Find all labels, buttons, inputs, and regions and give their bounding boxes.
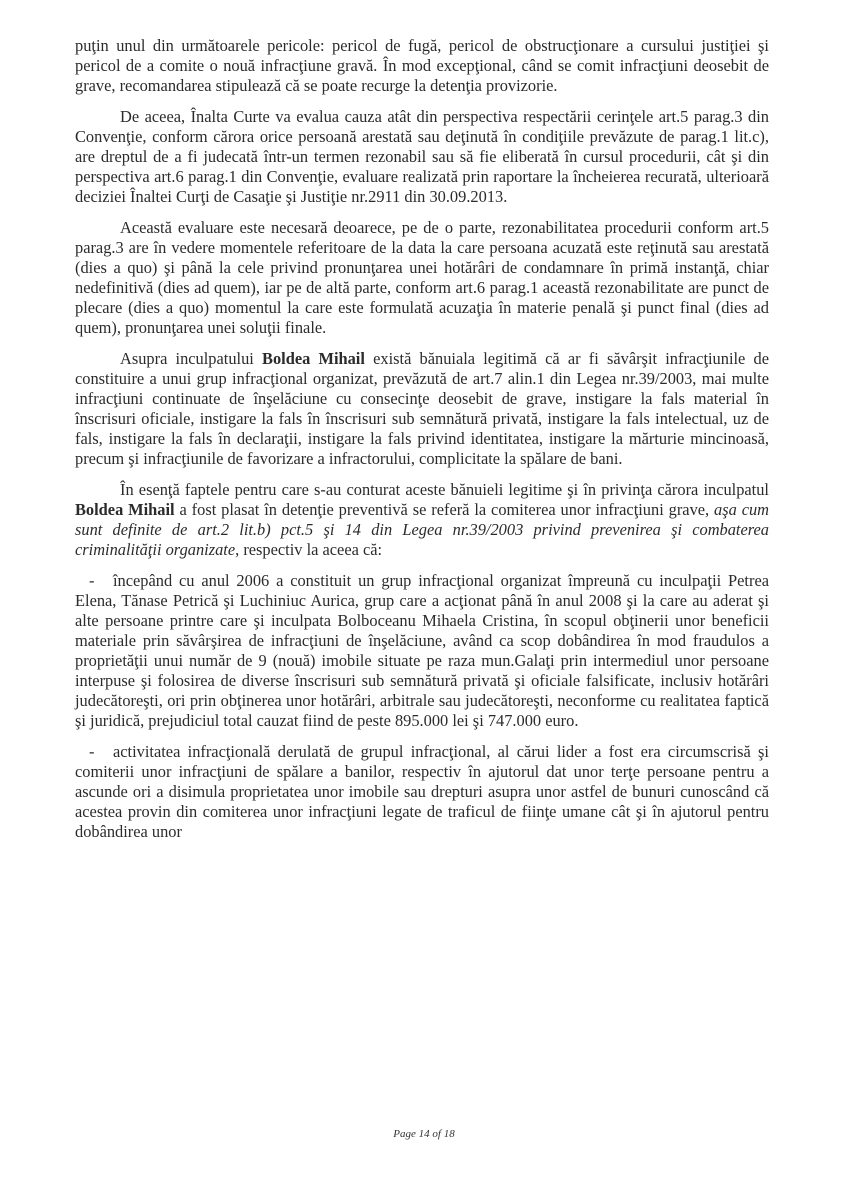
paragraph-5 — [75, 480, 769, 560]
paragraph-4 — [75, 349, 769, 469]
facts-list — [75, 571, 769, 842]
list-dash: - — [89, 742, 95, 761]
document-page — [75, 36, 769, 1200]
list-dash: - — [89, 571, 95, 590]
paragraph-1 — [75, 36, 769, 96]
page-number: Page 14 of 18 — [393, 1128, 455, 1140]
paragraph-2 — [75, 107, 769, 207]
paragraph-2-text: De aceea, Înalta Curte va evalua cauza atât din perspectiva respectării cerinţele art.5 parag.3 din Convenţie, conform cărora orice persoană arestată sau deţinută în condiţiile prevăzute de parag.1 lit.c), are dreptul de a fi judecată într-un termen rezonabil sau să fie eliberată în cursul procedurii, cât şi din perspectiva art.6 parag.1 din Convenţie, evaluare realizată prin raportare la încheierea recurată, ulterioară deciziei Înaltei Curţi de Casaţie şi Justiţie nr.2911 din 30.09.2013. — [75, 107, 769, 206]
paragraph-4-after: există bănuiala legitimă că ar fi săvârşit infracţiunile de constituire a unui grup infracţional organizat, prevăzută de art.7 alin.1 din Legea nr.39/2003, mai multe infracţiuni continuate de înşelăciune cu consecinţe deosebit de grave, instigare la fals material în înscrisuri oficiale, instigare la fals în înscrisuri sub semnătură privată, instigare la fals intelectual, uz de fals, instigare la fals în declaraţii, instigare la fals privind identitatea, instigare la mărturie mincinoasă, precum şi infracţiunile de favorizare a infractorului, complicitate la spălare de bani. — [75, 349, 769, 468]
list-item-text: activitatea infracţională derulată de grupul infracţional, al cărui lider a fost era circumscrisă şi comiterii unor infracţiuni de spălare a banilor, respectiv în ajutorul dat unor terţe persoane pentru a ascunde ori a disimula proprietatea unor imobile sau drepturi asupra unor astfel de bunuri cunoscând că acestea provin din comiterea unor infracţiuni legate de traficul de fiinţe umane cât şi în ajutorul pentru dobândirea unor — [75, 742, 769, 841]
paragraph-5-before: În esenţă faptele pentru care s-au conturat aceste bănuieli legitime şi în privinţa cărora inculpatul — [120, 480, 769, 499]
paragraph-5-after: , respectiv la aceea că: — [235, 540, 383, 559]
list-item-text: începând cu anul 2006 a constituit un grup infracţional organizat împreună cu inculpaţii Petrea Elena, Tănase Petrică şi Luchiniuc Aurica, grup care a acţionat până în anul 2008 şi la care au aderat şi alte persoane printre care şi inculpata Bolboceanu Mihaela Cristina, în scopul obţinerii unor beneficii materiale prin săvârşirea de infracţiuni de înşelăciune, având ca scop dobândirea în mod fraudulos a proprietăţii unui număr de 9 (nouă) imobile situate pe raza mun.Galaţi prin intermediul unor persoane interpuse şi folosirea de diverse înscrisuri sub semnătură privată şi oficiale falsificate, inclusiv hotărâri judecătoreşti, ori prin obţinerea unor hotărâri, arbitrale sau judecătoreşti, neconforme cu realitatea faptică şi juridică, prejudiciul total cauzat fiind de peste 895.000 lei şi 747.000 euro. — [75, 571, 769, 730]
list-item — [75, 571, 769, 731]
paragraph-1-text: puţin unul din următoarele pericole: pericol de fugă, pericol de obstrucţionare a cursului justiţiei şi pericol de a comite o nouă infracţiune gravă. În mod excepţional, când se comit infracţiuni deosebit de grave, recomandarea stipulează că se poate recurge la detenţia provizorie. — [75, 36, 769, 95]
law-reference: aşa cum sunt definite de art.2 lit.b) pct.5 şi 14 din Legea nr.39/2003 privind prevenirea şi combaterea criminalităţii organizate — [75, 500, 769, 559]
paragraph-5-middle: a fost plasat în detenţie preventivă se referă la comiterea unor infracţiuni grave, — [174, 500, 715, 519]
defendant-name: Boldea Mihail — [262, 349, 365, 368]
list-item — [75, 742, 769, 842]
defendant-name: Boldea Mihail — [75, 500, 175, 519]
paragraph-4-before: Asupra inculpatului — [120, 349, 263, 368]
paragraph-3 — [75, 218, 769, 338]
paragraph-3-text: Această evaluare este necesară deoarece, pe de o parte, rezonabilitatea procedurii conform art.5 parag.3 are în vedere momentele referitoare de la data la care persoana acuzată este reţinută sau arestată (dies a quo) şi până la cele privind pronunţarea unei hotărâri de condamnare în primă instanţă, chiar nedefinitivă (dies ad quem), iar pe de altă parte, conform art.6 parag.1 această rezonabilitate are punct de plecare (dies a quo) momentul la care este formulată acuzaţia în materie penală şi punct final (dies ad quem), pronunţarea unei soluţii finale. — [75, 218, 769, 337]
